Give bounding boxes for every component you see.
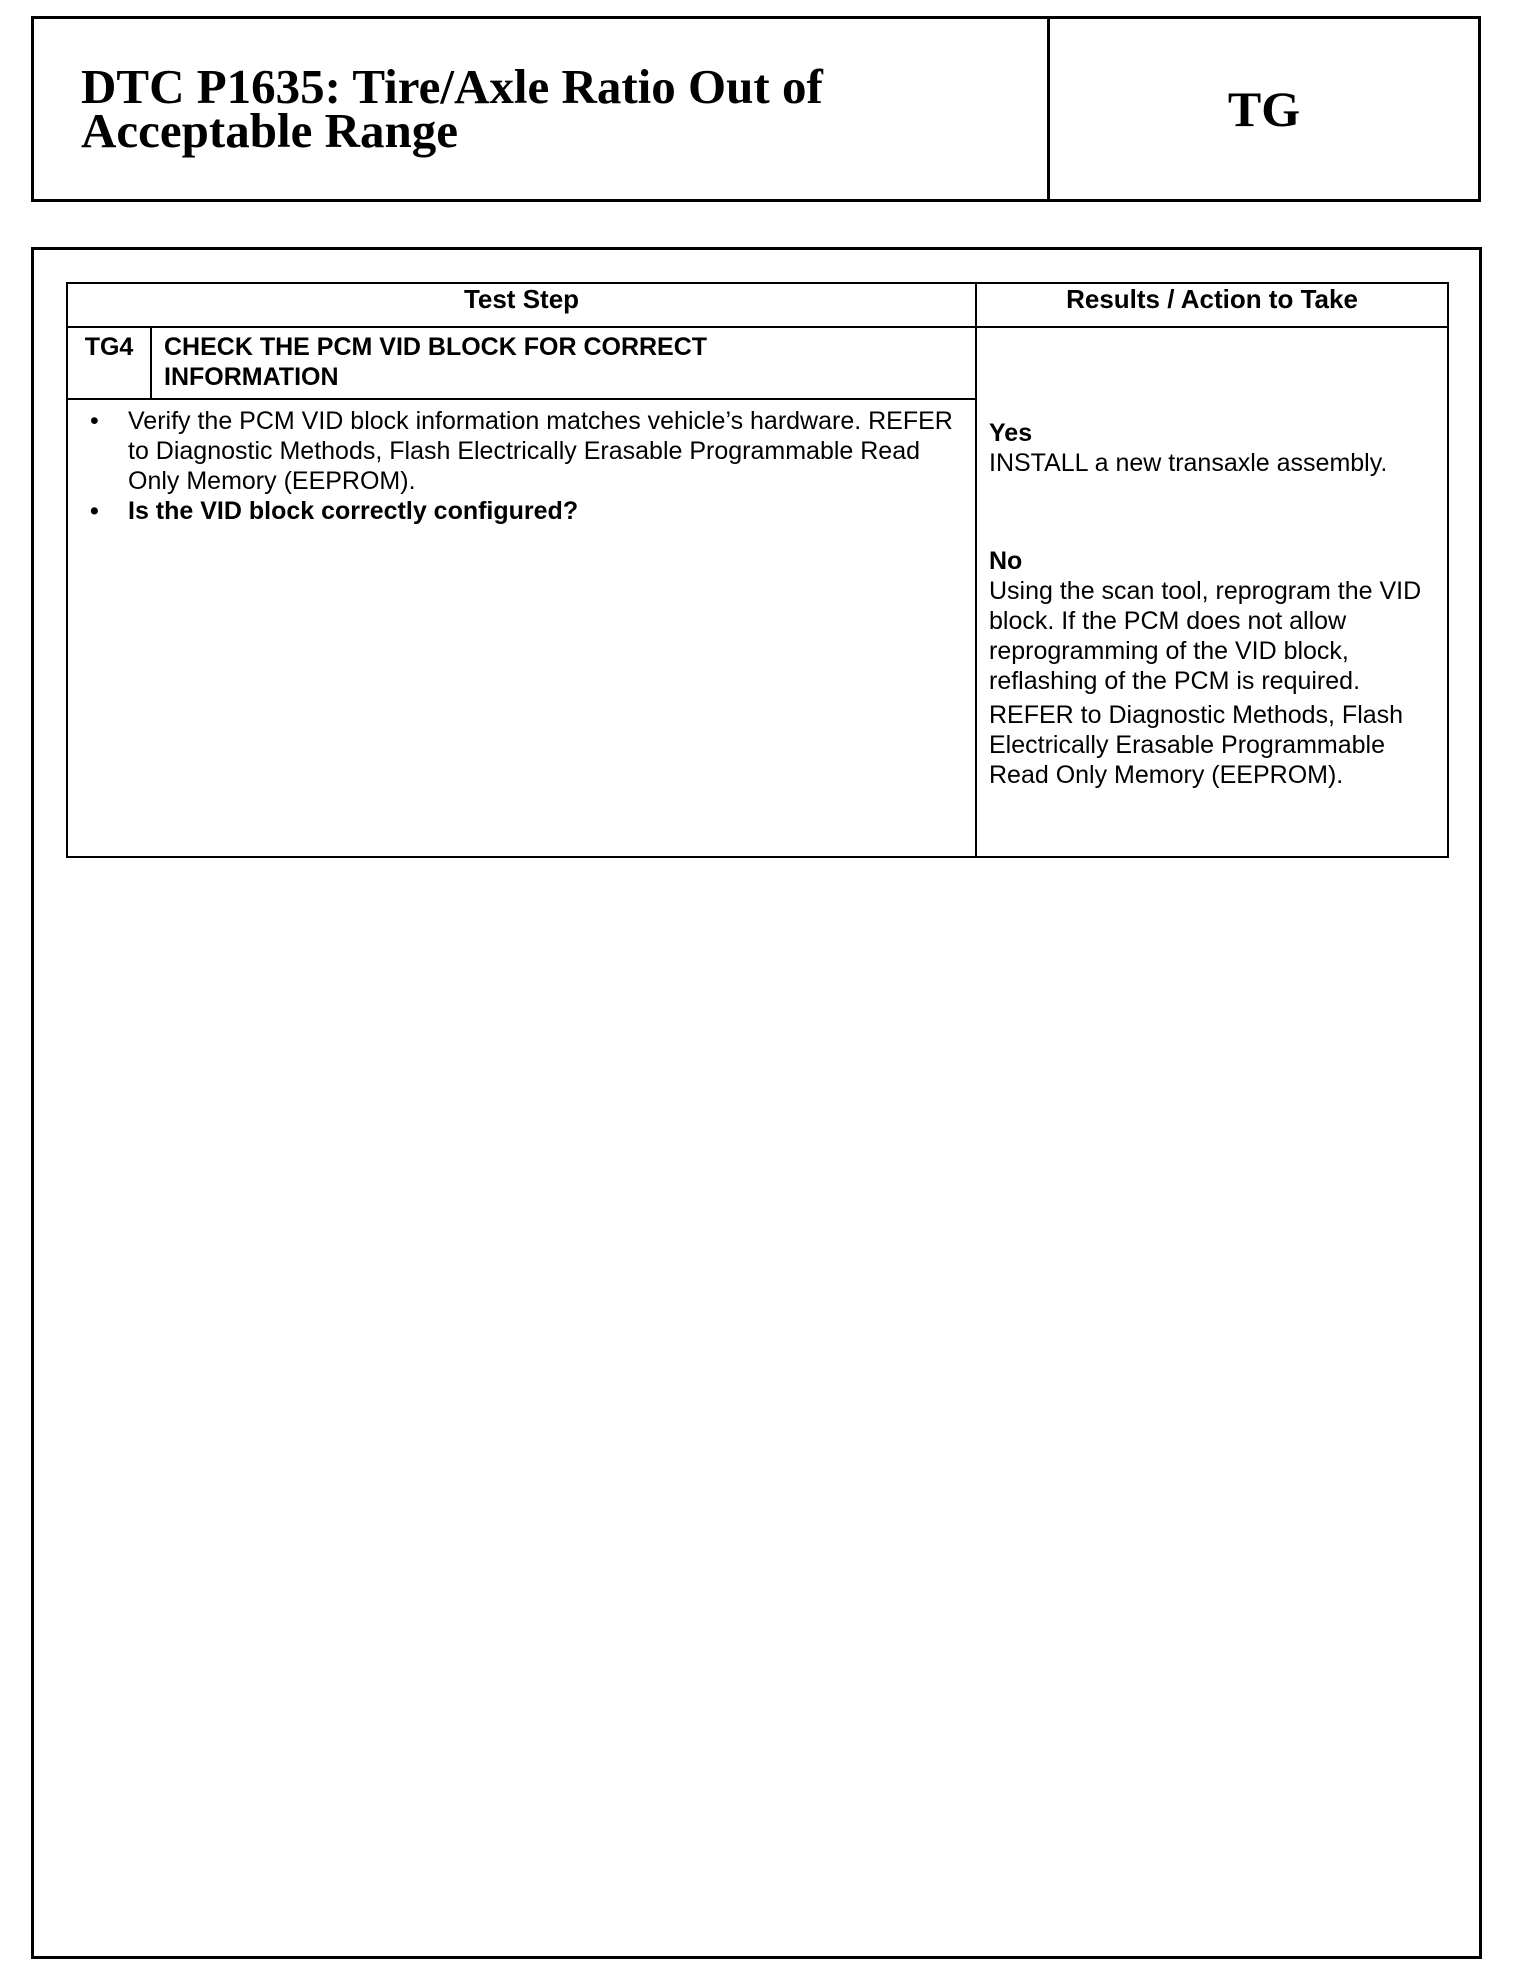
content-frame xyxy=(31,247,1482,1959)
step-title-row xyxy=(67,327,1448,399)
page-header xyxy=(31,16,1481,202)
step-title xyxy=(151,327,976,399)
test-step-table xyxy=(66,282,1449,858)
step-body xyxy=(67,399,976,857)
no-reference: REFER to Diagnostic Methods, Flash Electrically Erasable Programmable Read Only Memory (EEPROM). xyxy=(989,701,1404,789)
results-cell xyxy=(976,327,1448,857)
no-result xyxy=(989,546,1441,790)
test-step-header: Test Step xyxy=(67,283,976,327)
no-label: No xyxy=(989,547,1023,575)
table-header-row xyxy=(67,283,1448,327)
section-code: TG xyxy=(1227,81,1301,137)
bullet-question: • Is the VID block correctly configured? xyxy=(128,496,955,526)
page-title xyxy=(81,59,823,158)
step-title-line-2: INFORMATION xyxy=(164,363,339,391)
step-id: TG4 xyxy=(67,327,151,399)
yes-label: Yes xyxy=(989,419,1033,447)
step-title-line-1: CHECK THE PCM VID BLOCK FOR CORRECT xyxy=(164,333,708,361)
yes-result xyxy=(989,418,1441,478)
results-header: Results / Action to Take xyxy=(976,283,1448,327)
title-cell xyxy=(34,19,1050,199)
no-action: Using the scan tool, reprogram the VID block. If the PCM does not allow reprogramming of the VID block, reflashing of the PCM is required. xyxy=(989,577,1422,695)
section-code-cell xyxy=(1050,19,1478,199)
bullet-verify: • Verify the PCM VID block information matches vehicle’s hardware. REFER to Diagnostic Methods, Flash Electrically Erasable Programmable Read Only Memory (EEPROM). xyxy=(128,406,955,496)
step-bullet-list xyxy=(80,406,955,526)
title-line-2: Acceptable Range xyxy=(81,103,458,158)
title-line-1: DTC P1635: Tire/Axle Ratio Out of xyxy=(81,59,823,114)
yes-action: INSTALL a new transaxle assembly. xyxy=(989,449,1388,477)
